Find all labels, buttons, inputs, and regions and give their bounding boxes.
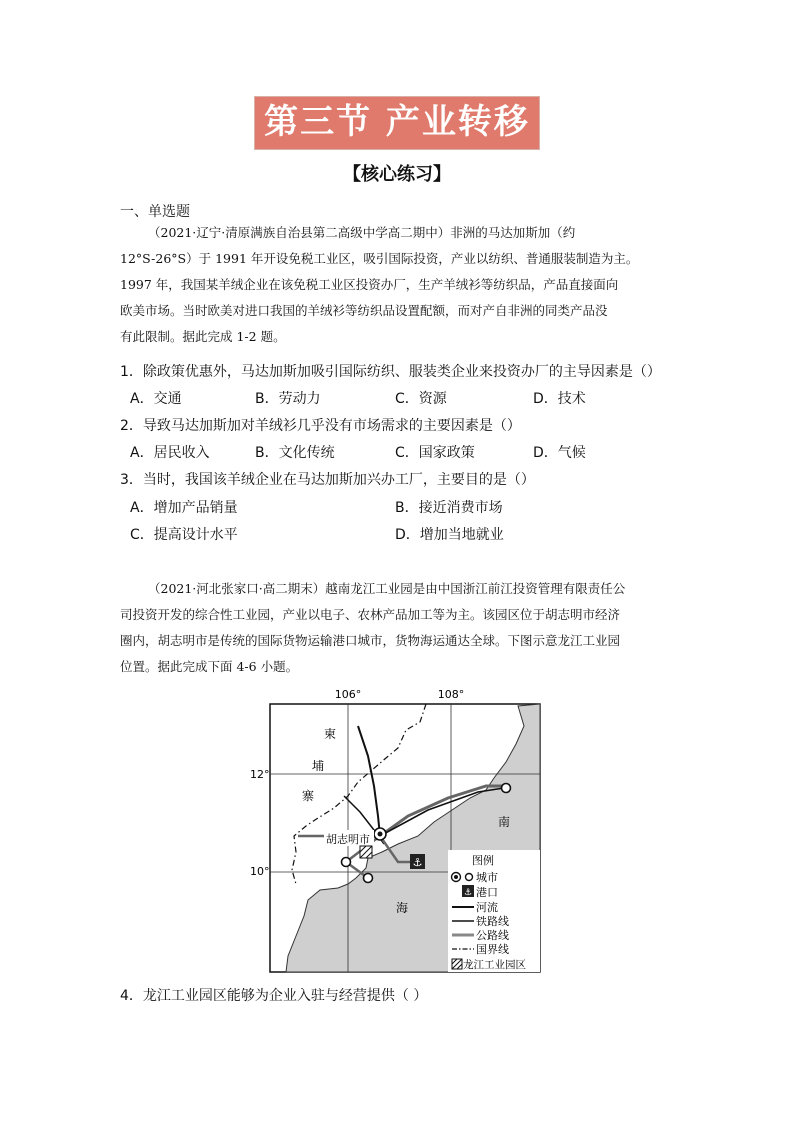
section-heading: 一、单选题 (120, 204, 190, 220)
passage-line: （2021·辽宁·清原满族自治县第二高级中学高二期中）非洲的马达加斯加（约 (148, 225, 576, 240)
city-marker (364, 874, 373, 883)
city-hcm-marker (378, 832, 383, 837)
passage-line: 1997 年，我国某羊绒企业在该免税工业区投资办厂，生产羊绒衫等纺织品，产品直接面向 (120, 277, 619, 292)
option[interactable]: A．增加产品销量 (130, 500, 238, 516)
city-marker (342, 858, 351, 867)
option[interactable]: D．增加当地就业 (395, 527, 504, 543)
legend-label: 公路线 (476, 929, 509, 942)
section-subtitle: 【核心练习】 (343, 164, 451, 185)
legend-label: 国界线 (476, 943, 509, 956)
option[interactable]: D．气候 (533, 445, 586, 461)
question-2-stem: 2．导致马达加斯加对羊绒衫几乎没有市场需求的主要因素是（） (120, 418, 521, 434)
lon-label: 108° (437, 688, 465, 701)
passage-line: 位置。据此完成下面 4-6 小题。 (120, 659, 299, 674)
option[interactable]: A．交通 (130, 391, 182, 407)
anchor-icon: ⚓ (463, 888, 473, 898)
region-label: 南 (497, 815, 511, 829)
option[interactable]: B．文化传统 (255, 445, 335, 461)
location-map (248, 686, 548, 976)
lon-label: 106° (334, 688, 362, 701)
legend-city-icon (466, 874, 473, 881)
option[interactable]: C．资源 (395, 391, 447, 407)
anchor-icon: ⚓ (412, 856, 423, 869)
country-label: 寨 (301, 789, 315, 803)
option[interactable]: B．接近消费市场 (395, 500, 503, 516)
page-title: 第三节 产业转移 (254, 96, 540, 150)
passage-2 (120, 576, 680, 680)
legend-title: 图例 (472, 854, 494, 867)
passage-line: 司投资开发的综合性工业园，产业以电子、农林产品加工等为主。该园区位于胡志明市经济 (120, 607, 621, 622)
map-legend (448, 850, 540, 972)
legend-label: 龙江工业园区 (463, 959, 526, 971)
option[interactable]: D．技术 (533, 391, 586, 407)
legend-label: 港口 (476, 886, 498, 899)
question-1-stem: 1．除政策优惠外，马达加斯加吸引国际纺织、服装类企业来投资办厂的主导因素是（） (120, 364, 661, 380)
title-banner (0, 96, 794, 150)
passage-line: 有此限制。据此完成 1-2 题。 (120, 329, 286, 344)
legend-city-icon (454, 875, 458, 879)
passage-line: 12°S-26°S）于 1991 年开设免税工业区，吸引国际投资，产业以纺织、普通服装制造为主。 (120, 251, 639, 266)
option[interactable]: C．提高设计水平 (130, 527, 238, 543)
legend-label: 城市 (476, 871, 498, 884)
country-label: 柬 (323, 727, 337, 741)
passage-line: 圈内，胡志明市是传统的国际货物运输港口城市，货物海运通达全球。下图示意龙江工业园 (120, 633, 621, 648)
passage-line: （2021·河北张家口·高二期末）越南龙江工业园是由中国浙江前江投资管理有限责任公 (148, 581, 626, 596)
city-label: 胡志明市 (326, 833, 370, 846)
option[interactable]: C．国家政策 (395, 445, 475, 461)
passage-line: 欧美市场。当时欧美对进口我国的羊绒衫等纺织品设置配额，而对产自非洲的同类产品没 (120, 303, 608, 318)
legend-label: 铁路线 (476, 915, 509, 928)
question-4-stem: 4．龙江工业园区能够为企业入驻与经营提供（ ） (120, 988, 428, 1004)
country-label: 埔 (311, 759, 325, 773)
lat-label: 10° (250, 865, 270, 878)
city-marker (502, 784, 511, 793)
question-3-stem: 3．当时，我国该羊绒企业在马达加斯加兴办工厂，主要目的是（） (120, 472, 535, 488)
option[interactable]: A．居民收入 (130, 445, 210, 461)
sea-label: 海 (395, 901, 409, 915)
lat-label: 12° (250, 768, 270, 781)
legend-label: 河流 (476, 901, 498, 914)
option[interactable]: B．劳动力 (255, 391, 321, 407)
passage-1 (120, 220, 680, 350)
